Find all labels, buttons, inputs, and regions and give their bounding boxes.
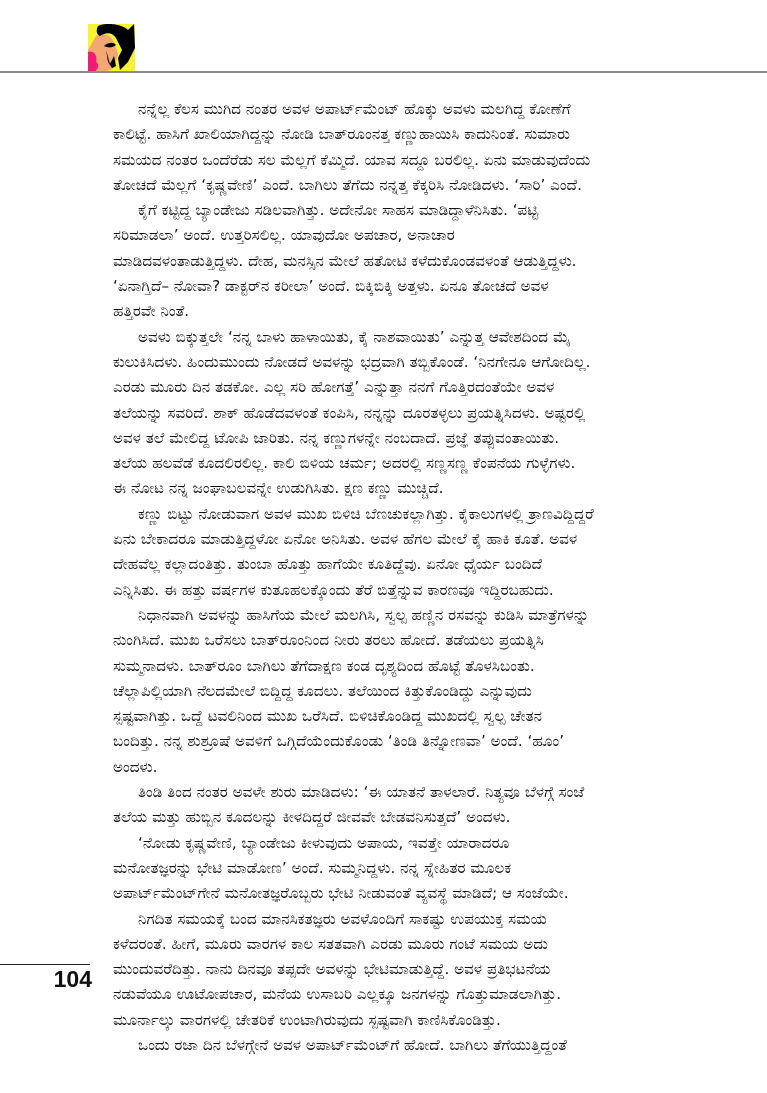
text-line: ಮೂರ್ನಾಲ್ಕು ವಾರಗಳಲ್ಲಿ ಚೇತರಿಕೆ ಉಂಟಾಗಿರುವುದು ಸ್ಪಷ್ಟವಾಗಿ ಕಾಣಿಸಿಕೊಂಡಿತ್ತು. [113, 1010, 501, 1029]
header-rule [0, 71, 767, 73]
text-line: ನಿಧಾನವಾಗಿ ಅವಳನ್ನು ಹಾಸಿಗೆಯ ಮೇಲೆ ಮಲಗಿಸಿ, ಸ್ವಲ್ಪ ಹಣ್ಣಿನ ರಸವನ್ನು ಕುಡಿಸಿ ಮಾತ್ರೆಗಳನ್ನು [138, 605, 590, 624]
text-line: ಹತ್ತಿರವೇ ನಿಂತೆ. [113, 302, 190, 321]
text-line: ಮನೋತಜ್ಞರನ್ನು ಭೇಟಿ ಮಾಡೋಣ’ ಅಂದೆ. ಸುಮ್ಮನಿದ್ದಳು. ನನ್ನ ಸ್ನೇಹಿತರ ಮೂಲಕ [113, 858, 512, 877]
text-line: ಸುಮ್ಮನಾದಳು. ಬಾತ್‌ರೂಂ ಬಾಗಿಲು ತೆಗೆದಾಕ್ಷಣ ಕಂಡ ದೃಶ್ಯದಿಂದ ಹೊಟ್ಟೆ ತೊಳಸಿಬಂತು. [113, 656, 535, 675]
text-line: ಸರಿಮಾಡಲಾ’ ಅಂದೆ. ಉತ್ತರಿಸಲಿಲ್ಲ. ಯಾವುದೋ ಅಪಚಾರ, ಅನಾಚಾರ [113, 226, 455, 245]
text-line: ಅವಳ ತಲೆ ಮೇಲಿದ್ದ ಟೋಪಿ ಜಾರಿತು. ನನ್ನ ಕಣ್ಣುಗಳನ್ನೇ ನಂಬದಾದೆ. ಪ್ರಜ್ಞೆ ತಪ್ಪುವಂತಾಯಿತು. [113, 428, 560, 447]
text-line: ತಲೆಯ ಮತ್ತು ಹುಬ್ಬಿನ ಕೂದಲನ್ನು ಕೀಳದಿದ್ದರೆ ಜೀವವೇ ಬೇಡವನಿಸುತ್ತದೆ’ ಅಂದಳು. [113, 808, 511, 827]
text-line: ಒಂದು ರಜಾ ದಿನ ಬೆಳಗ್ಗೇನೆ ಅವಳ ಅಪಾರ್ಟ್‌ಮೆಂಟ್‌ಗೆ ಹೋದೆ. ಬಾಗಿಲು ತೆಗೆಯುತ್ತಿದ್ದಂತೆ [138, 1035, 567, 1054]
text-line: ತೋಚದೆ ಮೆಲ್ಲಗೆ ‘ಕೃಷ್ಣವೇಣಿ’ ಎಂದೆ. ಬಾಗಿಲು ತೆಗೆದು ನನ್ನತ್ತ ಕೆಕ್ಕರಿಸಿ ನೋಡಿದಳು. ‘ಸಾರಿ’ ಎಂದೆ. [113, 175, 582, 194]
text-line: ಅಪಾರ್ಟ್‌ಮೆಂಟ್‌ಗೇನೆ ಮನೋತಜ್ಞರೊಬ್ಬರು ಭೇಟಿ ನೀಡುವಂತೆ ವ್ಯವಸ್ಥೆ ಮಾಡಿದೆ; ಆ ಸಂಜೆಯೇ. [113, 884, 569, 903]
text-line: ಕಾಲಿಟ್ಟೆ. ಹಾಸಿಗೆ ಖಾಲಿಯಾಗಿದ್ದನ್ನು ನೋಡಿ ಬಾತ್‌ರೂಂನತ್ತ ಕಣ್ಣುಹಾಯಿಸಿ ಕಾದುನಿಂತೆ. ಸುಮಾರು [113, 125, 570, 144]
text-line: ನನ್ನೆಲ್ಲ ಕೆಲಸ ಮುಗಿದ ನಂತರ ಅವಳ ಅಪಾರ್ಟ್‌ಮೆಂಟ್ ಹೊಕ್ಕು ಅವಳು ಮಲಗಿದ್ದ ಕೋಣೆಗೆ [138, 100, 571, 118]
text-line: ತಲೆಯ ಹಲವೆಡೆ ಕೂದಲಿರಲಿಲ್ಲ. ಕಾಲಿ ಬಿಳಿಯ ಚರ್ಮ; ಅದರಲ್ಲಿ ಸಣ್ಣಸಣ್ಣ ಕೆಂಪನೆಯ ಗುಳ್ಳೆಗಳು. [113, 454, 576, 473]
text-line: ಈ ನೋಟ ನನ್ನ ಜಂಘಾಬಲವನ್ನೇ ಉಡುಗಿಸಿತು. ಕ್ಷಣ ಕಣ್ಣು ಮುಚ್ಚಿದೆ. [113, 479, 444, 498]
text-line: ಎನ್ನಿಸಿತು. ಈ ಹತ್ತು ವರ್ಷಗಳ ಕುತೂಹಲಕ್ಕೊಂದು ತೆರೆ ಬಿತ್ತೆನ್ನುವ ಕಾರಣವೂ ಇದ್ದಿರಬಹುದು. [113, 580, 554, 599]
text-line: ‘ನೋಡು ಕೃಷ್ಣವೇಣಿ, ಬ್ಯಾಂಡೇಜು ಕೀಳುವುದು ಅಪಾಯ, ಇವತ್ತೇ ಯಾರಾದರೂ [138, 833, 510, 852]
text-line: ತಿಂಡಿ ತಿಂದ ನಂತರ ಅವಳೇ ಶುರು ಮಾಡಿದಳು: ‘ಈ ಯಾತನೆ ತಾಳಲಾರೆ. ನಿತ್ಯವೂ ಬೆಳಗ್ಗೆ ಸಂಜೆ [138, 783, 585, 802]
text-line: ನಡುವೆಯೂ ಊಟೋಪಚಾರ, ಮನೆಯ ಉಸಾಬರಿ ಎಲ್ಲಕ್ಕೂ ಜನಗಳನ್ನು ಗೊತ್ತುಮಾಡಲಾಗಿತ್ತು. [113, 985, 562, 1004]
text-line: ಏನು ಬೇಕಾದರೂ ಮಾಡುತ್ತಿದ್ದಳೋ ಏನೋ ಅನಿಸಿತು. ಅವಳ ಹೆಗಲ ಮೇಲೆ ಕೈ ಹಾಕಿ ಕೂತೆ. ಅವಳ [113, 530, 578, 549]
story-body [113, 97, 745, 1058]
text-line: ಮುಂದುವರೆದಿತ್ತು. ನಾನು ದಿನವೂ ತಪ್ಪದೇ ಅವಳನ್ನು ಭೇಟಿಮಾಡುತ್ತಿದ್ದೆ. ಅವಳ ಪ್ರತಿಭಟನೆಯ [113, 960, 551, 979]
text-line: ನುಂಗಿಸಿದೆ. ಮುಖ ಒರೆಸಲು ಬಾತ್‌ರೂಂನಿಂದ ನೀರು ತರಲು ಹೋದೆ. ತಡೆಯಲು ಪ್ರಯತ್ನಿಸಿ [113, 631, 544, 650]
woman-face-logo-icon [88, 24, 135, 72]
text-line: ಅವಳು ಬಿಕ್ಕುತ್ತಲೇ ‘ನನ್ನ ಬಾಳು ಹಾಳಾಯಿತು, ಕೈ ನಾಶವಾಯಿತು’ ಎನ್ನುತ್ತ ಆವೇಶದಿಂದ ಮೈ [138, 327, 571, 346]
text-line: ಸಮಯದ ನಂತರ ಒಂದೆರೆಡು ಸಲ ಮೆಲ್ಲಗೆ ಕೆಮ್ಮಿದೆ. ಯಾವ ಸದ್ದೂ ಬರಲಿಲ್ಲ. ಏನು ಮಾಡುವುದೆಂದು [113, 150, 591, 169]
text-line: ಅಂದಳು. [113, 757, 158, 776]
text-line: ದೇಹವೆಲ್ಲ ಕಲ್ಲಾದಂತಿತ್ತು. ತುಂಬಾ ಹೊತ್ತು ಹಾಗೆಯೇ ಕೂತಿದ್ದೆವು. ಏನೋ ಧೈರ್ಯ ಬಂದಿದೆ [113, 555, 543, 574]
text-line: ‘ಏನಾಗ್ತಿದೆ– ನೋವಾ? ಡಾಕ್ಟರ್‌ನ ಕರೀಲಾ’ ಅಂದೆ. ಬಿಕ್ಕಿಬಿಕ್ಕಿ ಅತ್ತಳು. ಏನೂ ತೋಚದೆ ಅವಳ [113, 277, 549, 296]
text-line: ಎರಡು ಮೂರು ದಿನ ತಡಕೋ. ಎಲ್ಲ ಸರಿ ಹೋಗತ್ತೆ’ ಎನ್ನುತ್ತಾ ನನಗೆ ಗೊತ್ತಿರದಂತೆಯೇ ಅವಳ [113, 378, 555, 397]
text-line: ಕುಲುಕಿಸಿದಳು. ಹಿಂದುಮುಂದು ನೋಡದೆ ಅವಳನ್ನು ಭದ್ರವಾಗಿ ತಬ್ಬಿಕೊಂಡೆ. ‘ನಿನಗೇನೂ ಆಗೋದಿಲ್ಲ. [113, 352, 591, 371]
text-line: ತಲೆಯನ್ನು ಸವರಿದೆ. ಶಾಕ್ ಹೊಡೆದವಳಂತೆ ಕಂಪಿಸಿ, ನನ್ನನ್ನು ದೂರತಳ್ಳಲು ಪ್ರಯತ್ನಿಸಿದಳು. ಅಷ್ಟರಲ್ಲಿ [113, 403, 586, 422]
page-number: 104 [53, 966, 92, 992]
text-line: ಚೆಲ್ಲಾಪಿಲ್ಲಿಯಾಗಿ ನೆಲದಮೇಲೆ ಬಿದ್ದಿದ್ದ ಕೂದಲು. ತಲೆಯಿಂದ ಕಿತ್ತುಕೊಂಡಿದ್ದು ಎನ್ನುವುದು [113, 681, 532, 700]
text-line: ನಿಗದಿತ ಸಮಯಕ್ಕೆ ಬಂದ ಮಾನಸಿಕತಜ್ಞರು ಅವಳೊಂದಿಗೆ ಸಾಕಷ್ಟು ಉಪಯುಕ್ತ ಸಮಯ [138, 909, 547, 928]
text-line: ಕಳೆದರಂತೆ. ಹೀಗೆ, ಮೂರು ವಾರಗಳ ಕಾಲ ಸತತವಾಗಿ ಎರಡು ಮೂರು ಗಂಟೆ ಸಮಯ ಅದು [113, 934, 548, 953]
text-line: ಸ್ಪಷ್ಟವಾಗಿತ್ತು. ಒದ್ದೆ ಟವಲಿನಿಂದ ಮುಖ ಒರೆಸಿದೆ. ಬಿಳಿಚಿಕೊಂಡಿದ್ದ ಮುಖದಲ್ಲಿ ಸ್ವಲ್ಪ ಚೇತನ [113, 707, 543, 726]
text-line: ಬಂದಿತ್ತು. ನನ್ನ ಶುಶ್ರೂಷೆ ಅವಳಿಗೆ ಒಗ್ಗಿದೆಯೆಂದುಕೊಂಡು ‘ತಿಂಡಿ ತಿನ್ನೋಣವಾ’ ಅಂದೆ. ‘ಹೂಂ’ [113, 732, 565, 751]
text-line: ಕಣ್ಣು ಬಿಟ್ಟು ನೋಡುವಾಗ ಅವಳ ಮುಖ ಬಿಳಿಚಿ ಬೆಣಚುಕಲ್ಲಾಗಿತ್ತು. ಕೈಕಾಲುಗಳಲ್ಲಿ ತ್ರಾಣವಿದ್ದಿದ್ದರೆ [138, 504, 594, 523]
text-line: ಮಾಡಿದವಳಂತಾಡುತ್ತಿದ್ದಳು. ದೇಹ, ಮನಸ್ಸಿನ ಮೇಲೆ ಹತೋಟಿ ಕಳೆದುಕೊಂಡವಳಂತೆ ಆಡುತ್ತಿದ್ದಳು. [113, 251, 577, 270]
text-line: ಕೈಗೆ ಕಟ್ಟಿದ್ದ ಬ್ಯಾಂಡೇಜು ಸಡಿಲವಾಗಿತ್ತು. ಅದೇನೋ ಸಾಹಸ ಮಾಡಿದ್ದಾಳೆನಿಸಿತು. ‘ಪಟ್ಟಿ [138, 201, 539, 220]
